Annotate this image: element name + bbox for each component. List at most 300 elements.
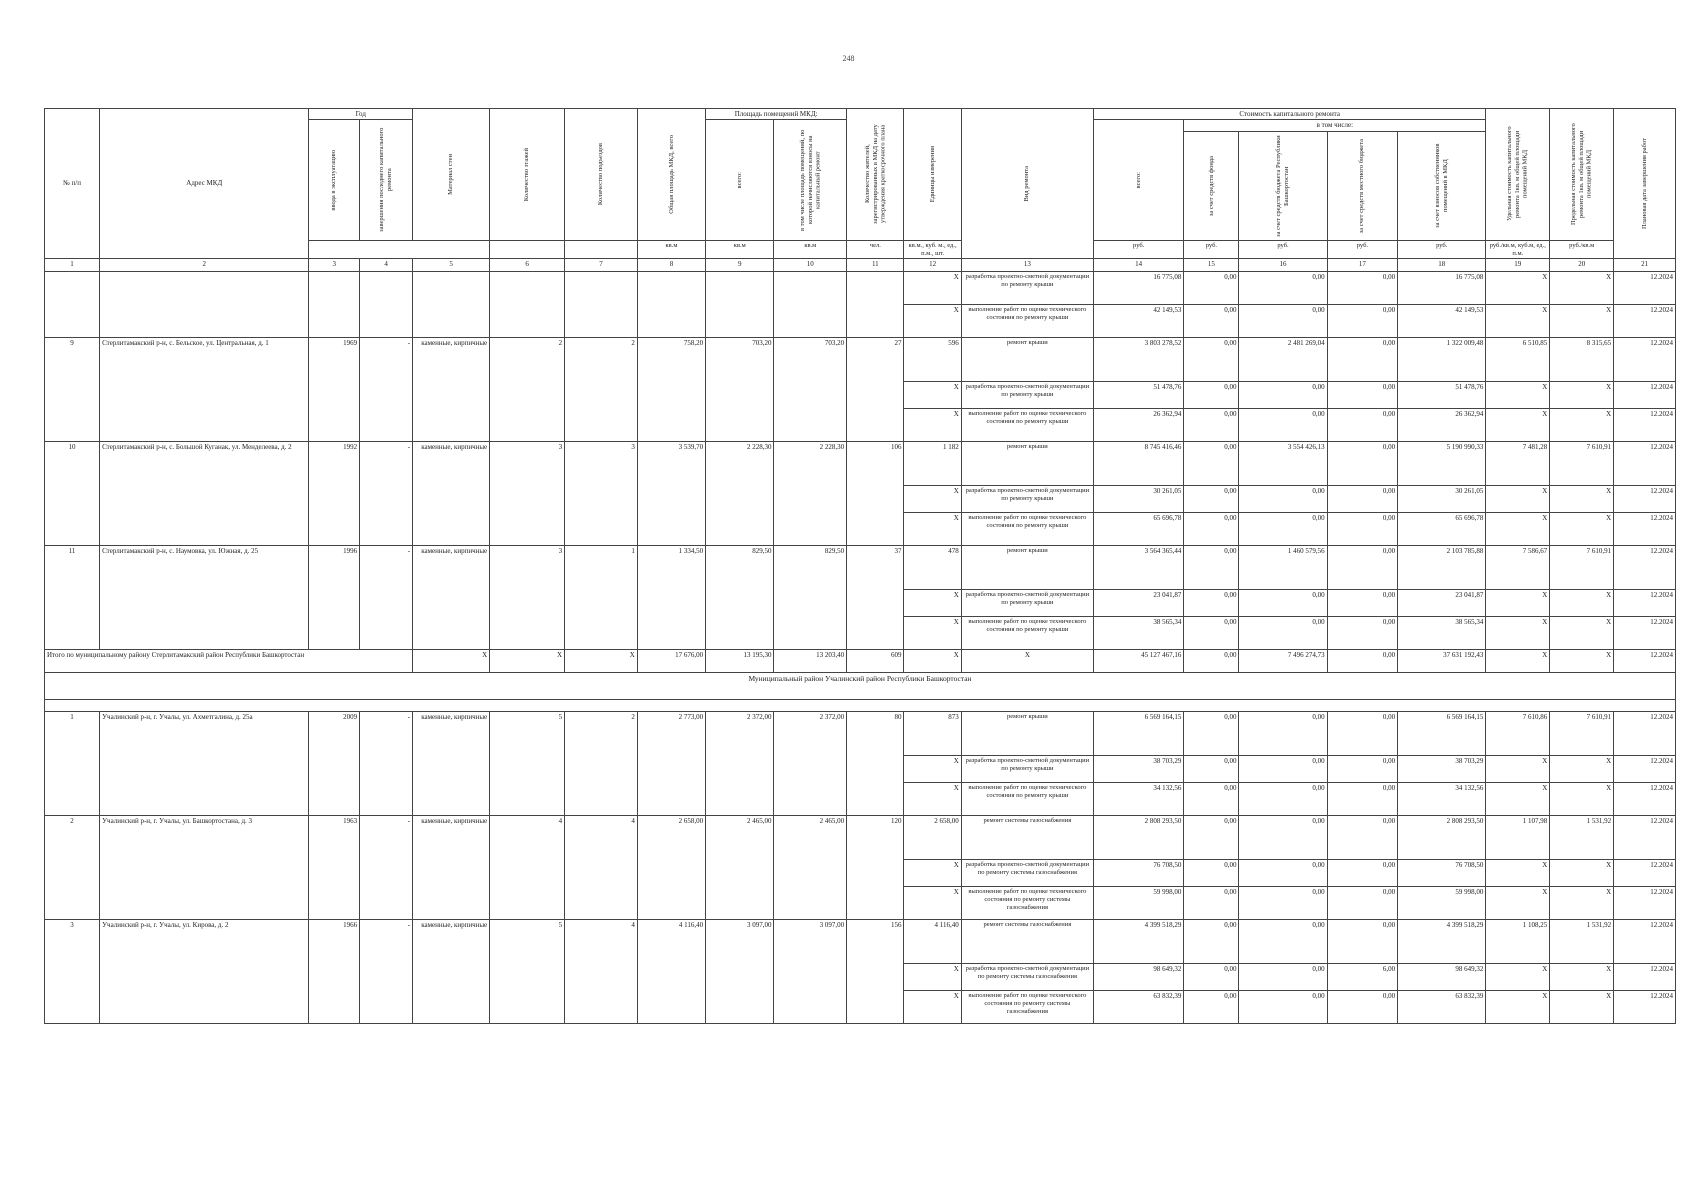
cost-local-budget: 0,00 [1327, 617, 1398, 650]
residents: 80 [847, 712, 904, 816]
column-number: 13 [961, 259, 1093, 272]
planned-date: 12.2024 [1614, 617, 1676, 650]
cost-rb-budget: 0,00 [1239, 783, 1327, 816]
header-year: Год [309, 109, 413, 120]
floors: 5 [490, 712, 565, 816]
planned-date: 12.2024 [1614, 382, 1676, 409]
column-number: 10 [774, 259, 847, 272]
year-last-repair: - [360, 546, 413, 650]
max-cost: X [1550, 991, 1614, 1024]
cost-fund: 0,00 [1184, 617, 1239, 650]
year-commission: 2009 [309, 712, 360, 816]
cost-fund: 0,00 [1184, 486, 1239, 513]
column-number: 12 [904, 259, 961, 272]
empty-cell [847, 272, 904, 338]
max-cost: X [1550, 272, 1614, 305]
unit-cell: руб. [1327, 240, 1398, 259]
total-work: X [961, 650, 1093, 673]
unit-cost: X [1486, 305, 1550, 338]
column-number: 18 [1398, 259, 1486, 272]
unit-value: X [904, 305, 961, 338]
row-number: 11 [45, 546, 100, 650]
unit-value: X [904, 783, 961, 816]
unit-cost: X [1486, 991, 1550, 1024]
cost-owners: 63 832,39 [1398, 991, 1486, 1024]
cost-total: 51 478,76 [1094, 382, 1184, 409]
cost-rb-budget: 0,00 [1239, 617, 1327, 650]
cost-rb-budget: 0,00 [1239, 920, 1327, 964]
cost-local-budget: 0,00 [1327, 920, 1398, 964]
column-number: 6 [490, 259, 565, 272]
cost-local-budget: 0,00 [1327, 756, 1398, 783]
residents: 156 [847, 920, 904, 1024]
row-number: 9 [45, 338, 100, 442]
planned-date: 12.2024 [1614, 409, 1676, 442]
unit-cell: руб. [1184, 240, 1239, 259]
cost-total: 38 565,34 [1094, 617, 1184, 650]
max-cost: 8 315,65 [1550, 338, 1614, 382]
premises-total: 2 228,30 [706, 442, 774, 546]
work-type: выполнение работ по оценке технического состояния по ремонту крыши [961, 783, 1093, 816]
cost-owners: 30 261,05 [1398, 486, 1486, 513]
unit-value: X [904, 887, 961, 920]
page-number: 248 [842, 54, 855, 63]
max-cost: X [1550, 964, 1614, 991]
column-number: 19 [1486, 259, 1550, 272]
cost-rb-budget: 0,00 [1239, 382, 1327, 409]
unit-cell: чел. [847, 240, 904, 259]
spacer-cell [45, 700, 1676, 712]
cost-fund: 0,00 [1184, 409, 1239, 442]
residents: 120 [847, 816, 904, 920]
planned-date: 12.2024 [1614, 546, 1676, 590]
cost-owners: 5 190 990,33 [1398, 442, 1486, 486]
unit-value: X [904, 382, 961, 409]
table-row [45, 272, 1676, 305]
work-type: ремонт крыши [961, 712, 1093, 756]
cost-total: 65 696,78 [1094, 513, 1184, 546]
premises-repair: 829,50 [774, 546, 847, 650]
planned-date: 12.2024 [1614, 712, 1676, 756]
cost-fund: 0,00 [1184, 513, 1239, 546]
column-number: 1 [45, 259, 100, 272]
work-type: выполнение работ по оценке технического состояния по ремонту системы газоснабжения [961, 991, 1093, 1024]
cost-fund: 0,00 [1184, 887, 1239, 920]
unit-cell: руб./кв.м [1550, 240, 1614, 259]
cost-local-budget: 0,00 [1327, 305, 1398, 338]
column-number: 7 [565, 259, 638, 272]
section-row [45, 673, 1676, 700]
floors: 5 [490, 920, 565, 1024]
floors: 3 [490, 546, 565, 650]
header-unit-measure: Единицы измерения [904, 109, 961, 241]
unit-cost: 7 481,28 [1486, 442, 1550, 486]
max-cost: X [1550, 513, 1614, 546]
cost-total: 59 998,00 [1094, 887, 1184, 920]
cost-rb-budget: 0,00 [1239, 860, 1327, 887]
total-floors: X [490, 650, 565, 673]
cost-fund: 0,00 [1184, 712, 1239, 756]
cost-rb-budget: 0,00 [1239, 816, 1327, 860]
cost-owners: 2 103 785,88 [1398, 546, 1486, 590]
year-commission: 1966 [309, 920, 360, 1024]
work-type: выполнение работ по оценке технического состояния по ремонту крыши [961, 617, 1093, 650]
cost-total: 3 564 365,44 [1094, 546, 1184, 590]
row-number: 10 [45, 442, 100, 546]
header-row-1 [45, 109, 1676, 120]
max-cost: X [1550, 305, 1614, 338]
table-row [45, 442, 1676, 486]
cost-total: 8 745 416,46 [1094, 442, 1184, 486]
total-unit-cost: X [1486, 650, 1550, 673]
cost-local-budget: 0,00 [1327, 590, 1398, 617]
cost-local-budget: 0,00 [1327, 486, 1398, 513]
cost-rb-budget: 0,00 [1239, 272, 1327, 305]
header-owners: за счет взносов собственников помещений в МКД [1398, 131, 1486, 240]
residents: 106 [847, 442, 904, 546]
max-cost: X [1550, 756, 1614, 783]
cost-total: 16 775,08 [1094, 272, 1184, 305]
header-premises-repair: в том числе площадь помещений, по которой начисляются взносы на капитальный ремонт [774, 120, 847, 240]
max-cost: X [1550, 486, 1614, 513]
max-cost: X [1550, 617, 1614, 650]
wall-material: каменные, кирпичные [413, 712, 490, 816]
header-no: № п/п [45, 109, 100, 259]
work-type: ремонт системы газоснабжения [961, 816, 1093, 860]
header-year-commission: ввода в эксплуатацию [309, 120, 360, 240]
unit-value: 1 182 [904, 442, 961, 486]
planned-date: 12.2024 [1614, 590, 1676, 617]
unit-cell: руб. [1094, 240, 1184, 259]
planned-date: 12.2024 [1614, 816, 1676, 860]
floors: 2 [490, 338, 565, 442]
unit-value: X [904, 756, 961, 783]
cost-local-budget: 0,00 [1327, 409, 1398, 442]
cost-rb-budget: 0,00 [1239, 712, 1327, 756]
table-row [45, 816, 1676, 860]
work-type: разработка проектно-сметной документации по ремонту крыши [961, 486, 1093, 513]
total-cost: 45 127 467,16 [1094, 650, 1184, 673]
total-area: 2 658,00 [637, 816, 705, 920]
year-commission: 1996 [309, 546, 360, 650]
entrances: 4 [565, 816, 638, 920]
cost-total: 34 132,56 [1094, 783, 1184, 816]
planned-date: 12.2024 [1614, 305, 1676, 338]
unit-cost: X [1486, 887, 1550, 920]
cost-rb-budget: 0,00 [1239, 513, 1327, 546]
entrances: 2 [565, 338, 638, 442]
cost-owners: 51 478,76 [1398, 382, 1486, 409]
unit-value: 2 658,00 [904, 816, 961, 860]
max-cost: 1 531,92 [1550, 816, 1614, 860]
total-unit: X [904, 650, 961, 673]
address-cell: Учалинский р-н, г. Учалы, ул. Кирова, д. 2 [100, 920, 309, 1024]
entrances: 3 [565, 442, 638, 546]
column-number: 17 [1327, 259, 1398, 272]
header-premises-total: всего: [706, 120, 774, 240]
table-row [45, 920, 1676, 964]
year-commission: 1992 [309, 442, 360, 546]
column-number: 21 [1614, 259, 1676, 272]
header-address: Адрес МКД [100, 109, 309, 259]
work-type: выполнение работ по оценке технического состояния по ремонту крыши [961, 513, 1093, 546]
cost-local-budget: 0,00 [1327, 338, 1398, 382]
planned-date: 12.2024 [1614, 887, 1676, 920]
wall-material: каменные, кирпичные [413, 920, 490, 1024]
total-max-cost: X [1550, 650, 1614, 673]
header-entrances: Количество подъездов [565, 109, 638, 241]
cost-owners: 6 569 164,15 [1398, 712, 1486, 756]
cost-owners: 23 041,87 [1398, 590, 1486, 617]
unit-cost: X [1486, 860, 1550, 887]
cost-total: 42 149,53 [1094, 305, 1184, 338]
column-number: 16 [1239, 259, 1327, 272]
cost-owners: 38 565,34 [1398, 617, 1486, 650]
floors: 3 [490, 442, 565, 546]
max-cost: X [1550, 409, 1614, 442]
total-material: X [413, 650, 490, 673]
planned-date: 12.2024 [1614, 338, 1676, 382]
cost-fund: 0,00 [1184, 305, 1239, 338]
work-type: выполнение работ по оценке технического состояния по ремонту системы газоснабжения [961, 887, 1093, 920]
max-cost: X [1550, 887, 1614, 920]
empty-cell [100, 272, 309, 338]
premises-total: 829,50 [706, 546, 774, 650]
unit-cell: руб. [1239, 240, 1327, 259]
planned-date: 12.2024 [1614, 964, 1676, 991]
header-planned-date: Плановая дата завершения работ [1614, 109, 1676, 259]
planned-date: 12.2024 [1614, 860, 1676, 887]
cost-total: 76 708,50 [1094, 860, 1184, 887]
section-title: Муниципальный район Учалинский район Республики Башкортостан [45, 673, 1676, 700]
wall-material: каменные, кирпичные [413, 546, 490, 650]
total-area: 17 676,00 [637, 650, 705, 673]
cost-total: 98 649,32 [1094, 964, 1184, 991]
premises-repair: 2 372,00 [774, 712, 847, 816]
unit-cell: кв.м [774, 240, 847, 259]
total-entrances: X [565, 650, 638, 673]
unit-value: 596 [904, 338, 961, 382]
column-number: 20 [1550, 259, 1614, 272]
unit-cost: X [1486, 617, 1550, 650]
cost-local-budget: 0,00 [1327, 860, 1398, 887]
unit-value: X [904, 991, 961, 1024]
cost-owners: 98 649,32 [1398, 964, 1486, 991]
table-row [45, 546, 1676, 590]
planned-date: 12.2024 [1614, 486, 1676, 513]
empty-cell [413, 272, 490, 338]
total-area: 3 539,70 [637, 442, 705, 546]
header-material: Материал стен [413, 109, 490, 241]
header-floors: Количество этажей [490, 109, 565, 241]
capital-repair-table [44, 108, 1676, 1024]
unit-cost: 1 108,25 [1486, 920, 1550, 964]
cost-local-budget: 0,00 [1327, 712, 1398, 756]
unit-value: X [904, 486, 961, 513]
total-owners: 37 631 192,43 [1398, 650, 1486, 673]
header-total-area: Общая площадь МКД, всего [637, 109, 705, 241]
cost-fund: 0,00 [1184, 991, 1239, 1024]
planned-date: 12.2024 [1614, 920, 1676, 964]
cost-total: 3 803 278,52 [1094, 338, 1184, 382]
header-max-cost: Предельная стоимость капитального ремонта 1кв. м общей площади помещений МКД [1550, 109, 1614, 241]
total-rb-budget: 7 496 274,73 [1239, 650, 1327, 673]
row-number: 3 [45, 920, 100, 1024]
cost-fund: 0,00 [1184, 783, 1239, 816]
max-cost: 7 610,91 [1550, 712, 1614, 756]
total-area: 2 773,00 [637, 712, 705, 816]
total-area: 758,20 [637, 338, 705, 442]
total-label: Итого по муниципальному району Стерлитамакский район Республики Башкортостан [45, 650, 413, 673]
column-number: 14 [1094, 259, 1184, 272]
cost-rb-budget: 2 481 269,04 [1239, 338, 1327, 382]
spacer-row [45, 700, 1676, 712]
unit-value: 4 116,40 [904, 920, 961, 964]
header-cost: Стоимость капитального ремонта [1094, 109, 1486, 120]
residents: 27 [847, 338, 904, 442]
cost-total: 30 261,05 [1094, 486, 1184, 513]
unit-value: X [904, 617, 961, 650]
column-number: 5 [413, 259, 490, 272]
cost-local-budget: 0,00 [1327, 887, 1398, 920]
header-residents: Количество жителей, зарегистрированных в МКД на дату утверждения краткосрочного плана [847, 109, 904, 241]
address-cell: Стерлитамакский р-н, с. Большой Куганак, ул. Менделеева, д. 2 [100, 442, 309, 546]
cost-owners: 2 808 293,50 [1398, 816, 1486, 860]
year-last-repair: - [360, 712, 413, 816]
work-type: разработка проектно-сметной документации по ремонту системы газоснабжения [961, 860, 1093, 887]
cost-fund: 0,00 [1184, 590, 1239, 617]
cost-local-budget: 0,00 [1327, 513, 1398, 546]
max-cost: 7 610,91 [1550, 442, 1614, 486]
cost-rb-budget: 0,00 [1239, 887, 1327, 920]
cost-owners: 65 696,78 [1398, 513, 1486, 546]
year-commission: 1969 [309, 338, 360, 442]
cost-rb-budget: 0,00 [1239, 590, 1327, 617]
total-local-budget: 0,00 [1327, 650, 1398, 673]
address-cell: Учалинский р-н, г. Учалы, ул. Ахметгалина, д. 25а [100, 712, 309, 816]
year-last-repair: - [360, 442, 413, 546]
address-cell: Учалинский р-н, г. Учалы, ул. Башкортостана, д. 3 [100, 816, 309, 920]
cost-fund: 0,00 [1184, 382, 1239, 409]
cost-rb-budget: 0,00 [1239, 756, 1327, 783]
empty-cell [309, 272, 360, 338]
cost-total: 6 569 164,15 [1094, 712, 1184, 756]
empty-cell [774, 272, 847, 338]
header-incl: в том числе: [1184, 120, 1486, 131]
cost-rb-budget: 0,00 [1239, 486, 1327, 513]
work-type: разработка проектно-сметной документации по ремонту крыши [961, 590, 1093, 617]
year-last-repair: - [360, 338, 413, 442]
planned-date: 12.2024 [1614, 442, 1676, 486]
premises-total: 3 097,00 [706, 920, 774, 1024]
header-cost-total: всего: [1094, 120, 1184, 240]
unit-cost: X [1486, 756, 1550, 783]
unit-value: X [904, 272, 961, 305]
residents: 37 [847, 546, 904, 650]
premises-repair: 3 097,00 [774, 920, 847, 1024]
header-rb-budget: за счет средств бюджета Республики Башкортостан [1239, 131, 1327, 240]
total-area: 1 334,50 [637, 546, 705, 650]
unit-value: X [904, 590, 961, 617]
empty-cell [360, 272, 413, 338]
unit-cost: X [1486, 272, 1550, 305]
wall-material: каменные, кирпичные [413, 816, 490, 920]
max-cost: X [1550, 860, 1614, 887]
work-type: выполнение работ по оценке технического состояния по ремонту крыши [961, 409, 1093, 442]
work-type: ремонт системы газоснабжения [961, 920, 1093, 964]
unit-value: X [904, 860, 961, 887]
unit-cost: X [1486, 590, 1550, 617]
unit-cost: 1 107,98 [1486, 816, 1550, 860]
total-premises-repair: 13 203,40 [774, 650, 847, 673]
year-last-repair: - [360, 816, 413, 920]
unit-cell: кв.м [706, 240, 774, 259]
unit-cost: X [1486, 964, 1550, 991]
cost-owners: 34 132,56 [1398, 783, 1486, 816]
column-number: 2 [100, 259, 309, 272]
column-number: 4 [360, 259, 413, 272]
column-number: 15 [1184, 259, 1239, 272]
unit-value: 873 [904, 712, 961, 756]
work-type: разработка проектно-сметной документации по ремонту системы газоснабжения [961, 964, 1093, 991]
cost-fund: 0,00 [1184, 756, 1239, 783]
unit-cell: руб. [1398, 240, 1486, 259]
unit-value: X [904, 513, 961, 546]
total-area: 4 116,40 [637, 920, 705, 1024]
cost-fund: 0,00 [1184, 920, 1239, 964]
floors: 4 [490, 816, 565, 920]
planned-date: 12.2024 [1614, 991, 1676, 1024]
cost-fund: 0,00 [1184, 442, 1239, 486]
work-type: разработка проектно-сметной документации по ремонту крыши [961, 382, 1093, 409]
premises-total: 2 465,00 [706, 816, 774, 920]
cost-owners: 38 703,29 [1398, 756, 1486, 783]
year-commission: 1963 [309, 816, 360, 920]
entrances: 4 [565, 920, 638, 1024]
cost-local-budget: 0,00 [1327, 382, 1398, 409]
cost-local-budget: 0,00 [1327, 816, 1398, 860]
year-last-repair: - [360, 920, 413, 1024]
header-fund: за счет средств фонда [1184, 131, 1239, 240]
cost-total: 63 832,39 [1094, 991, 1184, 1024]
row-number: 2 [45, 816, 100, 920]
empty-cell [490, 272, 565, 338]
work-type: ремонт крыши [961, 338, 1093, 382]
work-type: ремонт крыши [961, 442, 1093, 486]
unit-cost: X [1486, 486, 1550, 513]
cost-local-budget: 0,00 [1327, 991, 1398, 1024]
row-number: 1 [45, 712, 100, 816]
unit-cost: X [1486, 783, 1550, 816]
column-number: 8 [637, 259, 705, 272]
cost-local-budget: 0,00 [1327, 272, 1398, 305]
cost-owners: 16 775,08 [1398, 272, 1486, 305]
column-number: 9 [706, 259, 774, 272]
cost-fund: 0,00 [1184, 816, 1239, 860]
cost-fund: 0,00 [1184, 338, 1239, 382]
entrances: 1 [565, 546, 638, 650]
unit-cell: кв.м [637, 240, 705, 259]
cost-rb-budget: 1 460 579,56 [1239, 546, 1327, 590]
premises-repair: 2 228,30 [774, 442, 847, 546]
cost-total: 26 362,94 [1094, 409, 1184, 442]
cost-fund: 0,00 [1184, 860, 1239, 887]
planned-date: 12.2024 [1614, 272, 1676, 305]
max-cost: X [1550, 590, 1614, 617]
cost-rb-budget: 0,00 [1239, 991, 1327, 1024]
cost-rb-budget: 0,00 [1239, 409, 1327, 442]
total-residents: 609 [847, 650, 904, 673]
